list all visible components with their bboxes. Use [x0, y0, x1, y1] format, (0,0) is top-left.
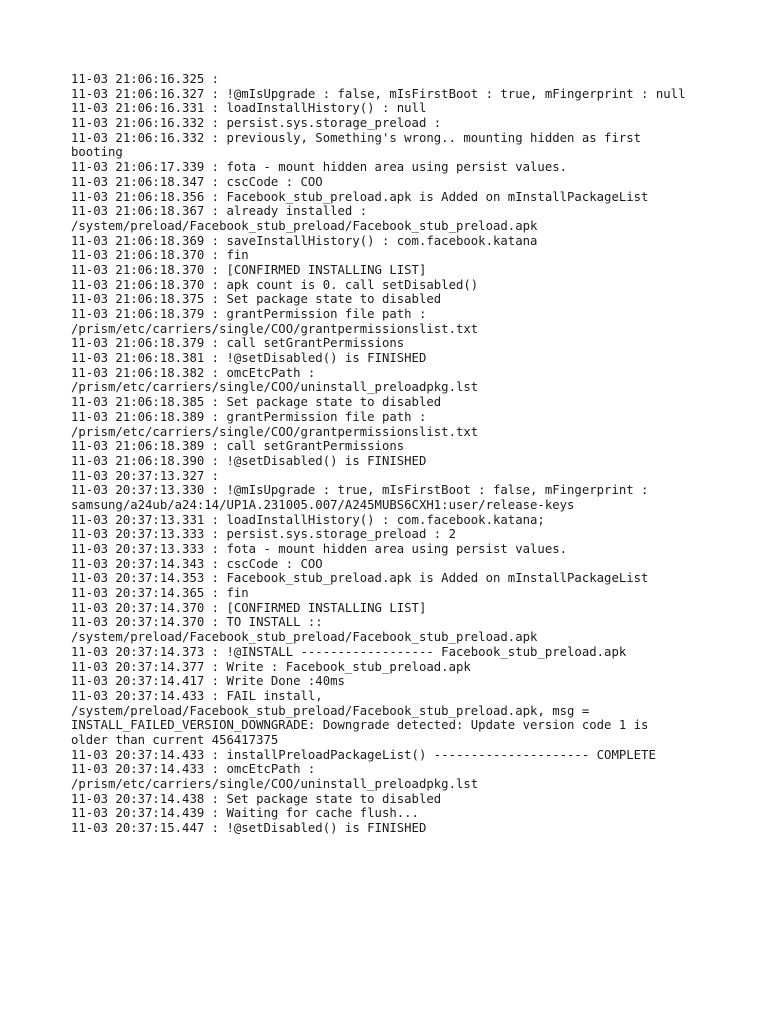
log-line: 11-03 21:06:18.367 : already installed :	[71, 204, 368, 219]
log-line: 11-03 21:06:16.325 :	[71, 72, 220, 86]
log-line: 11-03 20:37:13.331 : loadInstallHistory() : com.facebook.katana;	[71, 512, 545, 527]
log-line: 11-03 21:06:18.389 : call setGrantPermissions	[71, 439, 405, 454]
log-line: 11-03 21:06:18.385 : Set package state to disabled	[71, 395, 442, 410]
log-line: older than current 456417375	[71, 732, 279, 747]
log-line: 11-03 21:06:18.347 : cscCode : COO	[71, 174, 323, 189]
log-line: 11-03 21:06:18.375 : Set package state to disabled	[71, 292, 442, 307]
log-line: 11-03 21:06:16.331 : loadInstallHistory() : null	[71, 101, 427, 116]
log-line: 11-03 20:37:14.438 : Set package state to disabled	[71, 791, 442, 806]
log-line: /prism/etc/carriers/single/COO/grantpermissionslist.txt	[71, 424, 479, 439]
log-line: 11-03 20:37:14.373 : !@INSTALL ------------------ Facebook_stub_preload.apk	[71, 644, 627, 659]
log-line: 11-03 21:06:16.332 : previously, Something's wrong.. mounting hidden as first	[71, 130, 642, 145]
log-line: 11-03 21:06:18.370 : fin	[71, 248, 249, 263]
log-line: /prism/etc/carriers/single/COO/uninstall_preloadpkg.lst	[71, 380, 479, 395]
log-document	[71, 72, 701, 836]
log-line: 11-03 21:06:18.390 : !@setDisabled() is FINISHED	[71, 453, 427, 468]
log-line: INSTALL_FAILED_VERSION_DOWNGRADE: Downgrade detected: Update version code 1 is	[71, 718, 649, 733]
log-line: 11-03 21:06:18.369 : saveInstallHistory() : com.facebook.katana	[71, 233, 538, 248]
log-line: 11-03 20:37:14.433 : FAIL install,	[71, 688, 323, 703]
log-line: 11-03 20:37:14.365 : fin	[71, 586, 249, 601]
log-line: 11-03 20:37:14.433 : installPreloadPackageList() --------------------- COMPLETE	[71, 747, 656, 762]
log-line: 11-03 21:06:18.379 : call setGrantPermissions	[71, 336, 405, 351]
log-line: 11-03 20:37:14.343 : cscCode : COO	[71, 556, 323, 571]
log-line: 11-03 21:06:18.389 : grantPermission file path :	[71, 409, 427, 424]
log-line: 11-03 20:37:14.370 : TO INSTALL ::	[71, 615, 323, 630]
log-line: 11-03 20:37:14.439 : Waiting for cache flush...	[71, 806, 419, 821]
log-line: samsung/a24ub/a24:14/UP1A.231005.007/A245MUBS6CXH1:user/release-keys	[71, 497, 575, 512]
log-line: 11-03 21:06:18.370 : [CONFIRMED INSTALLING LIST]	[71, 262, 427, 277]
log-line: /prism/etc/carriers/single/COO/uninstall_preloadpkg.lst	[71, 777, 479, 791]
log-line: 11-03 21:06:17.339 : fota - mount hidden area using persist values.	[71, 160, 568, 175]
log-line: 11-03 21:06:18.381 : !@setDisabled() is FINISHED	[71, 351, 427, 366]
log-line: 11-03 20:37:13.330 : !@mIsUpgrade : true, mIsFirstBoot : false, mFingerprint :	[71, 483, 649, 498]
log-line: 11-03 20:37:14.353 : Facebook_stub_preload.apk is Added on mInstallPackageList	[71, 571, 649, 586]
log-line: /system/preload/Facebook_stub_preload/Facebook_stub_preload.apk, msg =	[71, 703, 590, 718]
log-line: 11-03 20:37:14.377 : Write : Facebook_stub_preload.apk	[71, 659, 471, 674]
log-line: booting	[71, 145, 123, 160]
log-line: 11-03 20:37:14.433 : omcEtcPath :	[71, 762, 316, 777]
log-line: 11-03 21:06:16.332 : persist.sys.storage_preload :	[71, 116, 442, 131]
log-line: /system/preload/Facebook_stub_preload/Facebook_stub_preload.apk	[71, 630, 538, 645]
log-line: 11-03 21:06:18.379 : grantPermission file path :	[71, 307, 427, 321]
log-line: 11-03 21:06:18.370 : apk count is 0. call setDisabled()	[71, 277, 479, 292]
log-line: 11-03 20:37:13.333 : fota - mount hidden area using persist values.	[71, 542, 568, 556]
log-line: 11-03 21:06:18.382 : omcEtcPath :	[71, 365, 316, 380]
log-line: 11-03 20:37:14.370 : [CONFIRMED INSTALLING LIST]	[71, 600, 427, 615]
log-line: /prism/etc/carriers/single/COO/grantpermissionslist.txt	[71, 321, 479, 336]
log-line: 11-03 20:37:14.417 : Write Done :40ms	[71, 674, 345, 689]
log-line: 11-03 20:37:13.327 :	[71, 468, 220, 483]
log-line: 11-03 21:06:18.356 : Facebook_stub_preload.apk is Added on mInstallPackageList	[71, 189, 649, 204]
log-line: 11-03 21:06:16.327 : !@mIsUpgrade : false, mIsFirstBoot : true, mFingerprint : null	[71, 86, 686, 101]
log-line: /system/preload/Facebook_stub_preload/Facebook_stub_preload.apk	[71, 218, 538, 233]
log-line: 11-03 20:37:15.447 : !@setDisabled() is FINISHED	[71, 821, 427, 836]
log-line: 11-03 20:37:13.333 : persist.sys.storage_preload : 2	[71, 527, 456, 542]
